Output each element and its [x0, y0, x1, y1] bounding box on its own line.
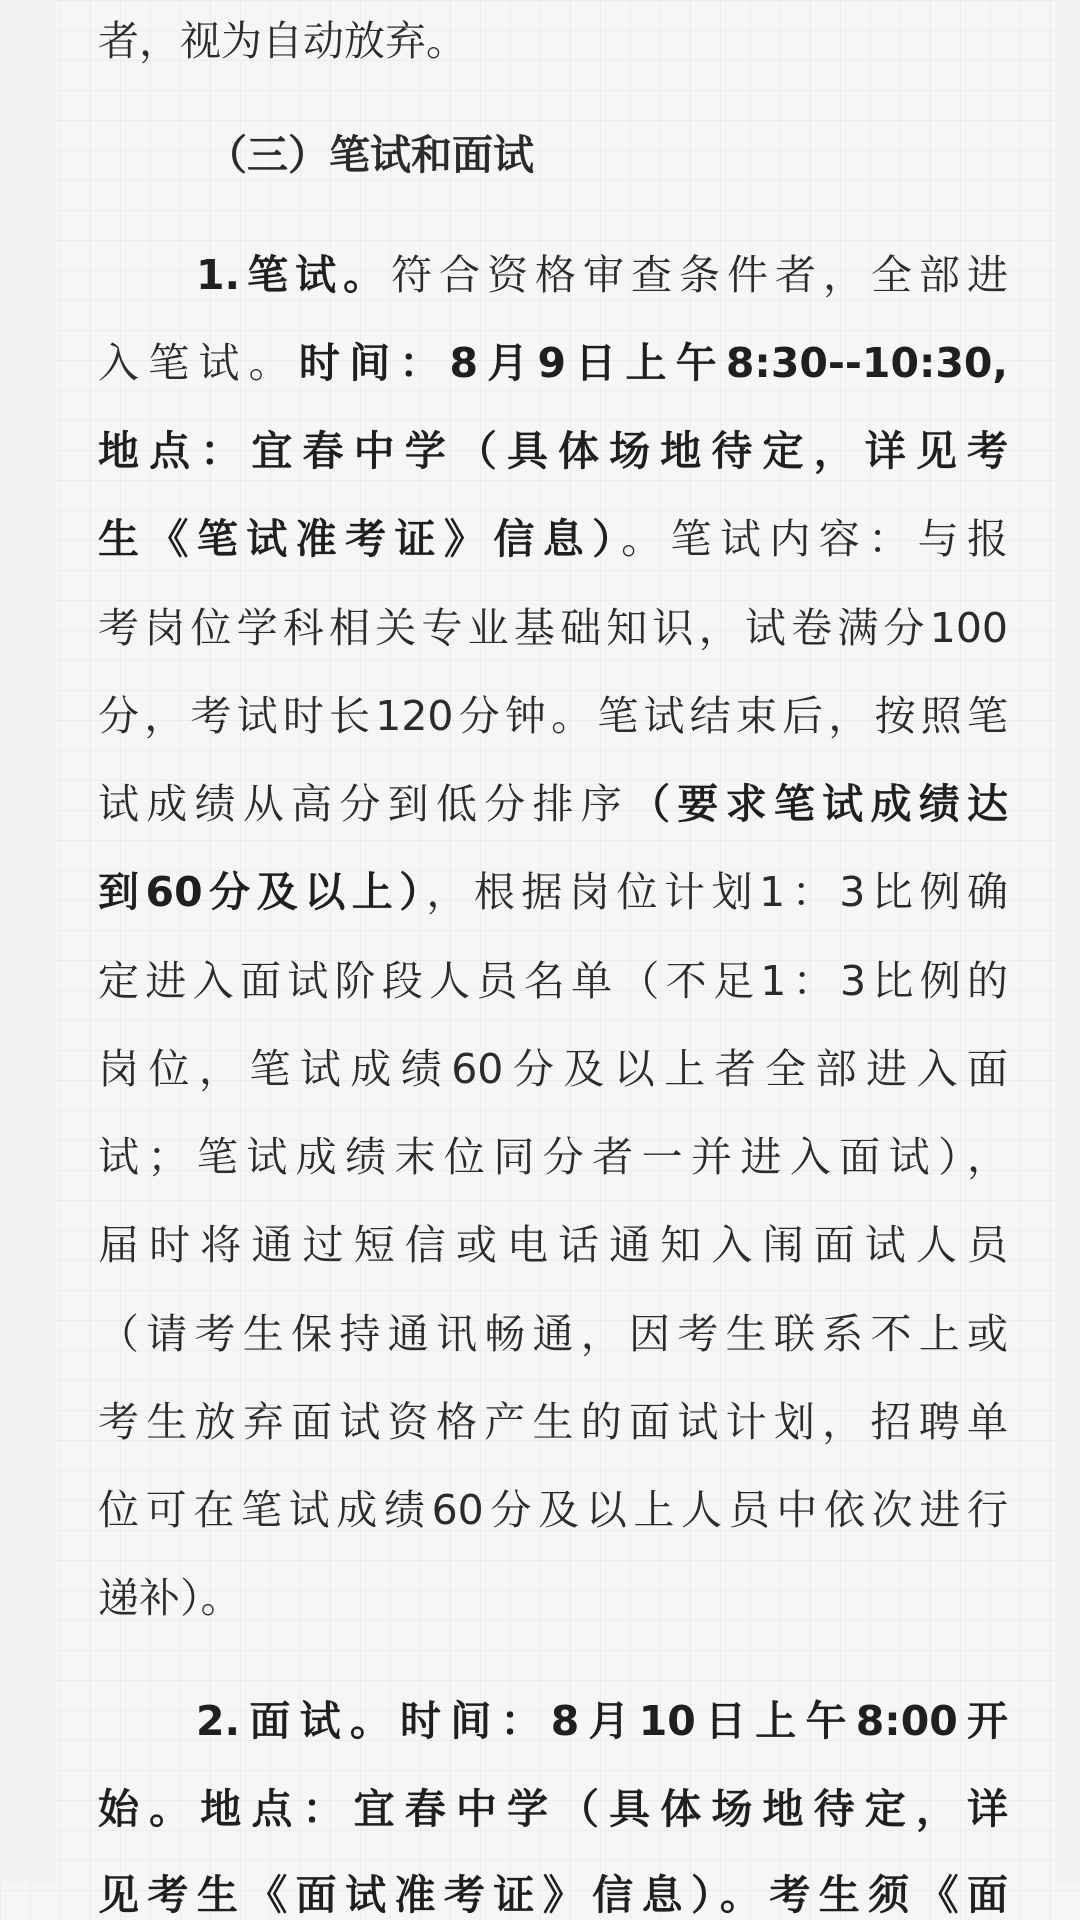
paragraph-line: [98, 779, 1008, 829]
text-run: 。笔试内容：与报: [621, 515, 1009, 563]
paragraph-line: 分，考试时长120分钟。笔试结束后，按照笔: [98, 692, 1008, 740]
text-run-bold: 生《笔试准考证》信息）: [98, 515, 622, 563]
paragraph-line: 试；笔试成绩末位同分者一并进入面试），: [98, 1133, 1008, 1181]
subsection-title: 2.面试。时间：8月10日上午8:00开: [196, 1697, 1008, 1745]
subsection-title: 1.笔试。: [196, 251, 392, 299]
paragraph-line: 递补）。: [98, 1574, 242, 1622]
paragraph-line-partial: 见考生《面试准考证》信息）。考生须《面: [98, 1871, 1008, 1919]
paragraph-line: 者，视为自动放弃。: [98, 17, 467, 65]
text-run: 符合资格审查条件者，全部进: [391, 251, 1008, 299]
paragraph-line: [196, 250, 1008, 300]
paragraph-line: （请考生保持通讯畅通，因考生联系不上或: [98, 1310, 1008, 1358]
paragraph-line: [98, 338, 1008, 388]
text-run: ，根据岗位计划1：3比例确: [426, 868, 1008, 916]
text-run: 入笔试。: [98, 339, 299, 387]
paragraph-line: 考生放弃面试资格产生的面试计划，招聘单: [98, 1398, 1008, 1446]
paragraph-line: 岗位，笔试成绩60分及以上者全部进入面: [98, 1045, 1008, 1093]
section-heading: （三）笔试和面试: [206, 131, 534, 179]
text-run-bold: 到60分及以上）: [98, 868, 427, 916]
paragraph-line: 位可在笔试成绩60分及以上人员中依次进行: [98, 1486, 1008, 1534]
text-run-bold: （要求笔试成绩达: [629, 780, 1009, 828]
right-margin: [1056, 0, 1080, 1882]
paragraph-line: 考岗位学科相关专业基础知识，试卷满分100: [98, 604, 1008, 652]
paragraph-line: 定进入面试阶段人员名单（不足1：3比例的: [98, 957, 1008, 1005]
left-margin: [0, 0, 56, 1882]
paragraph-line: 届时将通过短信或电话通知入闱面试人员: [98, 1221, 1008, 1269]
paragraph-line: [98, 514, 1008, 564]
text-run-bold: 时间：8月9日上午8:30--10:30,: [298, 339, 1008, 387]
paragraph-line: 始。地点：宜春中学（具体场地待定，详: [98, 1785, 1008, 1833]
text-run: 试成绩从高分到低分排序: [98, 780, 630, 828]
paragraph-line: 地点：宜春中学（具体场地待定，详见考: [98, 427, 1008, 475]
paragraph-line: [98, 867, 1008, 917]
